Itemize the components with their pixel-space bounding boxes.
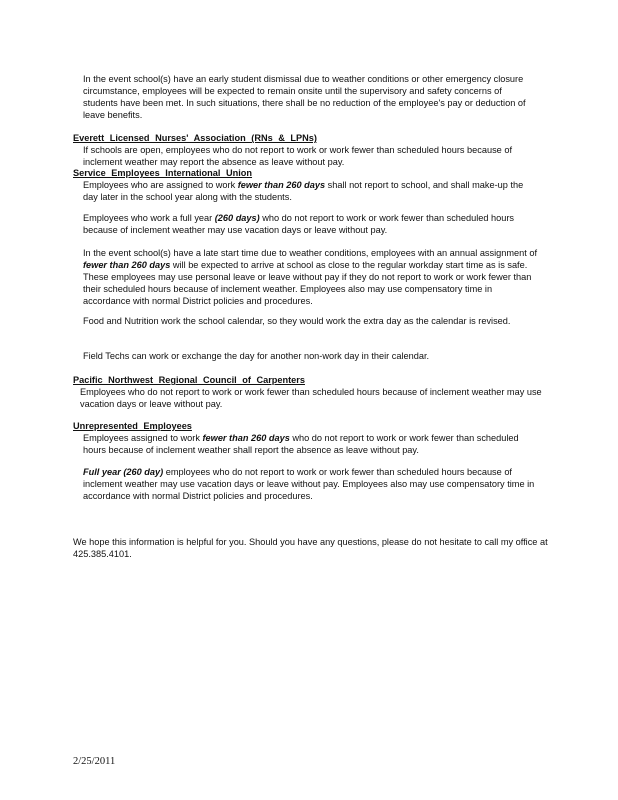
seiu-p3-text-b: will be expected to arrive at school as close to the regular workday start time as is safe. These employees may use personal leave or leave without pay if they do not report to work or work fewer than their scheduled hours because of inclement weather. Employees also may use compensatory time in accordance with normal District policies and procedures. bbox=[83, 260, 532, 306]
everett-nurses-heading: Everett Licensed Nurses' Association (RNs & LPNs) bbox=[73, 133, 317, 143]
everett-nurses-text: If schools are open, employees who do not report to work or work fewer than scheduled hours because of inclement weather may report the absence as leave without pay. bbox=[83, 145, 512, 167]
footer-date: 2/25/2011 bbox=[73, 756, 116, 767]
seiu-p1-text-b: shall not report to school, and shall make-up the day later in the school year along with the students. bbox=[83, 180, 524, 202]
intro-paragraph: In the event school(s) have an early student dismissal due to weather conditions or other emergency closure circumstance, employees will be expected to remain onsite until the supervisory and safety concerns of students have been met. In such situations, there shall be no reduction of the employee's pay or deduction of leave benefits. bbox=[83, 74, 526, 120]
seiu-p3-text-a: In the event school(s) have a late start time due to weather conditions, employees with an annual assignment of bbox=[83, 248, 538, 258]
unrep-p1-emphasis: fewer than 260 days bbox=[202, 433, 290, 443]
seiu-heading: Service Employees International Union bbox=[73, 168, 253, 178]
seiu-paragraph-1 bbox=[83, 179, 538, 203]
unrep-p2-emphasis: Full year (260 day) bbox=[83, 467, 164, 477]
seiu-p2-text-b: who do not report to work or work fewer than scheduled hours because of inclement weather may use vacation days or leave without pay. bbox=[83, 213, 515, 235]
seiu-p1-text-a: Employees who are assigned to work bbox=[83, 180, 238, 190]
unrep-p2-text-b: employees who do not report to work or work fewer than scheduled hours because of inclement weather may use vacation days or leave without pay. Employees also may use compensatory time in accordance with normal District policies and procedures. bbox=[83, 467, 535, 501]
unrepresented-paragraph-1 bbox=[83, 432, 538, 456]
carpenters-text: Employees who do not report to work or work fewer than scheduled hours because of inclement weather may use vacation days or leave without pay. bbox=[80, 387, 542, 409]
seiu-p2-emphasis: (260 days) bbox=[214, 213, 260, 223]
seiu-paragraph-3 bbox=[83, 247, 538, 307]
unrepresented-heading: Unrepresented Employees bbox=[73, 421, 192, 431]
seiu-p2-text-a: Employees who work a full year bbox=[83, 213, 215, 223]
seiu-p3-emphasis: fewer than 260 days bbox=[83, 260, 171, 270]
unrep-p1-text-a: Employees assigned to work bbox=[83, 433, 203, 443]
seiu-p1-emphasis: fewer than 260 days bbox=[237, 180, 326, 190]
seiu-paragraph-4: Food and Nutrition work the school calendar, so they would work the extra day as the calendar is revised. bbox=[83, 316, 511, 326]
unrep-p1-text-b: who do not report to work or work fewer than scheduled hours because of inclement weather shall report the absence as leave without pay. bbox=[83, 433, 519, 455]
seiu-paragraph-2 bbox=[83, 212, 538, 236]
seiu-paragraph-5: Field Techs can work or exchange the day for another non-work day in their calendar. bbox=[83, 351, 430, 361]
unrepresented-paragraph-2 bbox=[83, 466, 538, 502]
closing-paragraph: We hope this information is helpful for you. Should you have any questions, please do not hesitate to call my office at 425.385.4101. bbox=[73, 537, 548, 559]
carpenters-heading: Pacific Northwest Regional Council of Carpenters bbox=[73, 375, 305, 385]
